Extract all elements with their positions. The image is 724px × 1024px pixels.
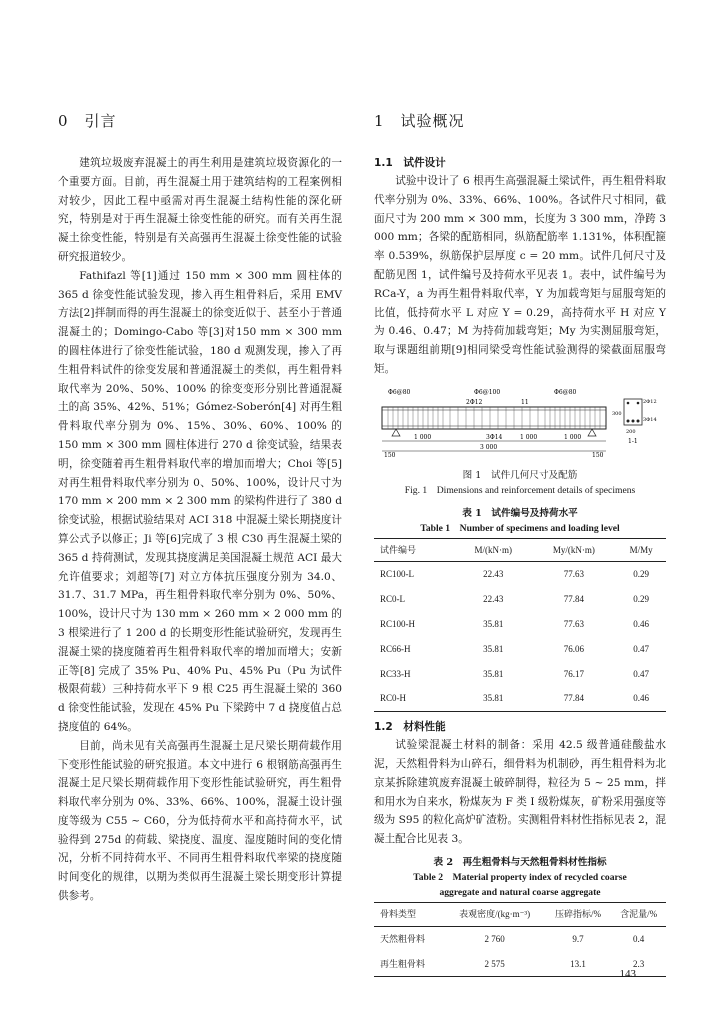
fig-section-bottom-bars: 3Φ14 <box>643 416 657 423</box>
fig-label-stirrup-left: Φ6@80 <box>388 388 411 396</box>
intro-paragraph-2: Fathifazl 等[1]通过 150 mm × 300 mm 圆柱体的 365 d 徐变性能试验发现，掺入再生粗骨料后，采用 EMV 方法[2]拌制而得的再生混凝土的徐变近似于、甚至小于普通混凝土的；Domingo-Cabo 等[3]对150 mm × 300 mm 的圆柱体进行了徐变性能试验，180 d 观测发现，掺入了再生粗骨料试件的徐变发展和普通混凝土的类似，再生粗骨料取代率为 20%、50%、100% 的徐变变形分别比普通混凝土的高 35%、42%、51%；Gómez-Soberón[4] 对再生粗骨料取代率分别为 0%、15%、30%、60%、100% 的 150 mm × 300 mm 圆柱体进行 270 d 徐变试验，结果表明，徐变随着再生粗骨料取代率的增加而增大；Choi 等[5] 对再生粗骨料取代率分别为 0、50%、100%，设计尺寸为 170 mm × 200 mm × 2 300 mm 的梁构件进行了 380 d 徐变试验，根据试验结果对 ACI 318 中混凝土梁长期挠度计算公式予以修正；Ji 等[6]完成了 3 根 C30 再生混凝土梁的 365 d 持荷测试，发现其挠度满足美国混凝土规范 ACI 最大允许值要求；刘超等[7] 对立方体抗压强度分别为 34.0、31.7、31.7 MPa，再生粗骨料取代率分别为 0%、50%、100%，设计尺寸为 130 mm × 260 mm × 2 000 mm 的 3 根梁进行了 1 200 d 的长期变形性能试验研究，发现再生混凝土梁的挠度随着再生粗骨料取代率的增加而增大；安新正等[8] 完成了 35% Pu、40% Pu、45% Pu（Pu 为试件极限荷载）三种持荷水平下 9 根 C25 再生混凝土梁的 360 d 徐变性能试验，发现在 45% Pu 下梁跨中 7 d 挠度值占总挠度值的 64%。 <box>58 269 342 733</box>
section-heading-introduction: 0 引言 <box>58 112 117 130</box>
fig-label-stirrup-right: Φ6@80 <box>554 388 577 396</box>
table1-header: My/(kN·m) <box>532 538 617 562</box>
fig-dim-3: 1 000 <box>564 433 582 441</box>
fig-label-top-rebar: 2Φ12 <box>466 398 483 406</box>
fig-label-section-marker: 11 <box>521 398 529 406</box>
table-row: RC66-H 35.81 76.06 0.47 <box>380 643 649 654</box>
materials-paragraph: 试验梁混凝土材料的制备：采用 42.5 级普通硅酸盐水泥，天然粗骨料为山碎石，细骨料为机制砂，再生粗骨料为北京某拆除建筑废弃混凝土破碎制得，粒径为 5 ~ 25 mm，拌和用水为自来水，粉煤灰为 F 类 I 级粉煤灰，矿粉采用强度等级为 S95 的粒化高炉矿渣粉。实测粗骨料材性指标见表 2，混凝土配合比见表 3。 <box>374 739 666 846</box>
fig-section-height: 300 <box>612 410 622 417</box>
table-row: RC100-H 35.81 77.63 0.46 <box>380 618 649 629</box>
table2-header: 压碎指标/% <box>545 902 612 926</box>
left-column <box>58 108 342 906</box>
table2-header: 骨料类型 <box>374 902 445 926</box>
table-row: RC33-H 35.81 76.17 0.47 <box>380 668 649 679</box>
table-row: 天然粗骨料 2 760 9.7 0.4 <box>380 933 645 944</box>
fig-section-label: 1-1 <box>628 437 638 445</box>
table1-specimens <box>374 538 666 713</box>
right-column <box>374 108 666 983</box>
fig-dim-1: 1 000 <box>414 433 432 441</box>
intro-paragraph-1: 建筑垃圾废弃混凝土的再生利用是建筑垃圾资源化的一个重要方面。目前，再生混凝土用于建筑结构的工程案例相对较少，因此工程中亟需对再生混凝土结构性能的深化研究，特别是对于再生混凝土徐变性能的研究。而有关再生混凝土徐变性能，特别是有关高强再生混凝土徐变性能的试验研究报道较少。 <box>58 157 342 263</box>
table-row: RC0-H 35.81 77.84 0.46 <box>374 686 666 711</box>
page-number: 143 <box>619 968 636 980</box>
intro-paragraph-3: 目前，尚未见有关高强再生混凝土足尺梁长期荷载作用下变形性能试验的研究报道。本文中进行 6 根钢筋高强再生混凝土足尺梁长期荷载作用下变形性能试验研究，再生粗骨料取代率分别为 0%、33%、66%、100%，混凝土设计强度等级为 C55 ~ C60，分为低持荷水平和高持荷水平，试验得到 275d 的荷载、梁挠度、温度、湿度随时间的变化情况，分析不同持荷水平、不同再生粗骨料取代率梁的挠度随时间变化的规律，以期为类似再生混凝土梁长期变形计算提供参考。 <box>58 739 342 903</box>
section-heading-experiment: 1 试验概况 <box>374 112 465 130</box>
table-row: RC100-L 22.43 77.63 0.29 <box>380 569 649 580</box>
specimen-paragraph: 试验中设计了 6 根再生高强混凝土梁试件，再生粗骨料取代率分别为 0%、33%、66%、100%。各试件尺寸相同，截面尺寸为 200 mm × 300 mm，长度为 3 300 mm，净跨 3 000 mm；各梁的配筋相同，纵筋配筋率 1.131%，体积配箍率 0.539%，纵筋保护层厚度 c = 20 mm。试件几何尺寸及配筋见图 1，试件编号及持荷水平见表 1。表中，试件编号为 RCa-Y，a 为再生粗骨料取代率，Y 为加载弯矩与屈服弯矩的比值，低持荷水平 L 对应 Y = 0.29，高持荷水平 H 对应 Y 为 0.46、0.47；M 为持荷加载弯矩；My 为实测屈服弯矩，取与课题组前期[9]相同梁受弯性能试验测得的梁截面屈服弯矩。 <box>374 175 666 375</box>
table2-aggregate-properties <box>374 902 666 977</box>
table2-header: 含泥量/% <box>611 902 666 926</box>
table-row: RC0-L 22.43 77.84 0.29 <box>380 594 649 605</box>
table1-header: M/My <box>616 538 666 562</box>
table1-caption-cn: 表 1 试件编号及持荷水平 <box>462 507 578 519</box>
fig-label-bottom-rebar: 3Φ14 <box>486 433 503 441</box>
fig-end-left: 150 <box>384 451 396 457</box>
subsection-specimen-design: 1.1 试件设计 <box>374 157 446 169</box>
support-right <box>588 429 596 436</box>
fig-section-top-bars: 2Φ12 <box>643 398 657 405</box>
fig-label-stirrup-mid: Φ6@100 <box>474 388 501 396</box>
fig-end-right: 150 <box>592 451 604 457</box>
figure1-caption-cn: 图 1 试件几何尺寸及配筋 <box>462 469 578 481</box>
beam-reinforcement-figure <box>374 385 666 457</box>
fig-total-span: 3 000 <box>480 443 498 451</box>
table1-caption-en: Table 1 Number of specimens and loading level <box>420 522 620 534</box>
fig-dim-2: 1 000 <box>520 433 538 441</box>
figure1-caption-en: Fig. 1 Dimensions and reinforcement details of specimens <box>404 484 636 496</box>
table1-header: M/(kN·m) <box>455 538 531 562</box>
fig-section-width: 200 <box>626 428 636 435</box>
table1-header: 试件编号 <box>374 538 455 562</box>
table2-caption-cn: 表 2 再生粗骨料与天然粗骨料材性指标 <box>433 856 607 868</box>
table2-header: 表观密度/(kg·m⁻³) <box>445 902 545 926</box>
table2-caption-en-line1: Table 2 Material property index of recycled coarse <box>413 871 627 883</box>
subsection-material-properties: 1.2 材料性能 <box>374 721 446 734</box>
table-row: 再生粗骨料 2 575 13.1 2.3 <box>374 952 666 977</box>
support-left <box>392 429 400 436</box>
table2-caption-en-line2: aggregate and natural coarse aggregate <box>439 886 601 898</box>
